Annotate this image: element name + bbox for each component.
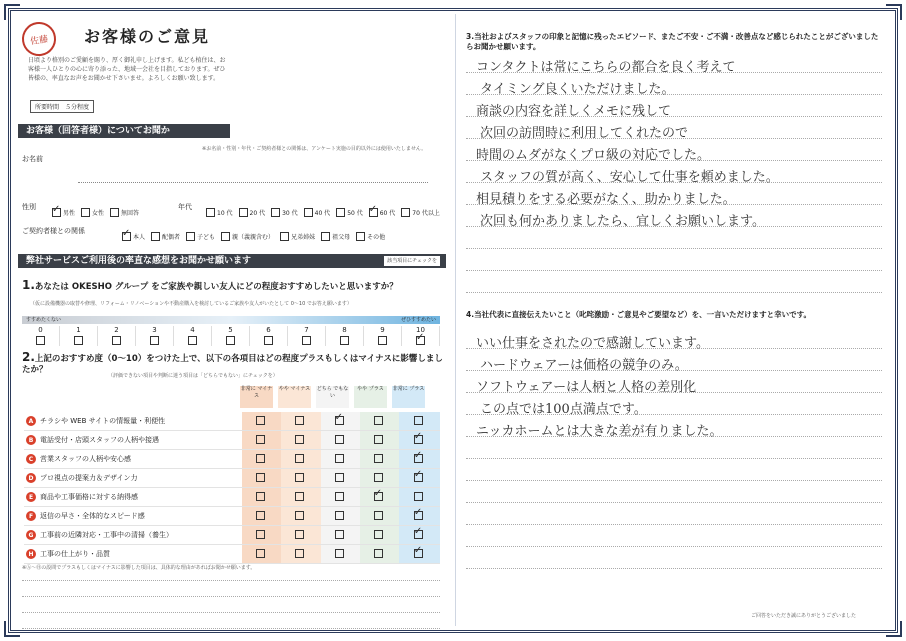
eval-checkbox[interactable] [256, 511, 265, 520]
eval-cell[interactable] [242, 507, 281, 526]
eval-checkbox[interactable] [256, 473, 265, 482]
scale-checkbox[interactable] [150, 336, 159, 345]
eval-row [24, 412, 440, 431]
eval-checkbox[interactable] [335, 511, 344, 520]
scale-cell[interactable] [250, 326, 288, 346]
eval-checkbox[interactable] [374, 454, 383, 463]
eval-row-label-cell [24, 545, 242, 564]
eval-row-label [24, 473, 242, 483]
eval-checkbox[interactable] [374, 530, 383, 539]
q1-text: 1.あなたは OKESHO グループ をご家族や親しい友人にどの程度おすすめしたいと思いますか？ [22, 278, 398, 292]
eval-cell[interactable] [321, 450, 360, 469]
gender-option[interactable] [52, 208, 75, 217]
eval-cell[interactable] [360, 488, 399, 507]
eval-cell[interactable] [321, 526, 360, 545]
scale-checkbox[interactable] [416, 336, 425, 345]
q1-sub: （仮に設備機器の取替や修理、リフォーム・リノベーションや不動産購入を検討しているご家族や友人がいたとして 0～10 でお答え願います） [30, 301, 352, 307]
eval-row-label [24, 511, 242, 521]
left-page [18, 18, 446, 623]
handwritten-line: タイミング良くいただけました。 [480, 82, 675, 97]
eval-cell[interactable] [321, 412, 360, 431]
eval-cell[interactable] [360, 412, 399, 431]
eval-cell[interactable] [399, 545, 440, 564]
ruled-line [466, 568, 882, 569]
eval-checkbox[interactable] [295, 473, 304, 482]
scale-number: 2 [114, 326, 119, 334]
relation-option-label: 親（義親含む） [232, 234, 275, 241]
time-required: 所要時間 ５分程度 [30, 100, 94, 113]
scale-checkbox[interactable] [302, 336, 311, 345]
eval-checkbox[interactable] [414, 549, 423, 558]
ruled-line [466, 270, 882, 271]
gender-checkbox[interactable] [52, 208, 61, 217]
scale-number: 0 [38, 326, 43, 334]
ruled-line [466, 248, 882, 249]
eval-row [24, 545, 440, 564]
eval-checkbox[interactable] [335, 454, 344, 463]
scale-low-label: すすめたくない [26, 317, 62, 323]
name-label: お名前 [22, 155, 43, 163]
eval-cell[interactable] [281, 450, 320, 469]
page-title: お客様のご意見 [84, 27, 211, 46]
eval-checkbox[interactable] [414, 416, 423, 425]
write-line[interactable] [22, 612, 440, 613]
eval-column-header: どちら でもない [316, 386, 349, 408]
age-option[interactable] [369, 208, 396, 217]
age-option[interactable] [401, 208, 440, 217]
age-option[interactable] [336, 208, 363, 217]
scale-cell[interactable] [136, 326, 174, 346]
eval-cell[interactable] [360, 507, 399, 526]
thanks-note: ご回答をいただき誠にありがとうございました [750, 613, 856, 619]
eval-checkbox[interactable] [374, 492, 383, 501]
age-label: 年代 [178, 203, 192, 211]
gender-option-label: 男性 [63, 210, 76, 217]
eval-cell[interactable] [321, 488, 360, 507]
eval-row [24, 507, 440, 526]
scale-checkbox[interactable] [36, 336, 45, 345]
eval-cell[interactable] [242, 545, 281, 564]
eval-cell[interactable] [242, 450, 281, 469]
gender-option[interactable] [110, 208, 139, 217]
eval-checkbox[interactable] [295, 435, 304, 444]
eval-cell[interactable] [399, 526, 440, 545]
handwritten-line: 相見積りをする必要がなく、助かりました。 [476, 192, 736, 207]
relation-option-label: 祖父母 [332, 234, 351, 241]
relation-checkbox[interactable] [221, 232, 230, 241]
scale-high-label: ぜひすすめたい [400, 317, 436, 323]
eval-checkbox[interactable] [256, 530, 265, 539]
eval-cell[interactable] [321, 507, 360, 526]
seal-stamp: 佐藤 [20, 20, 58, 58]
eval-checkbox[interactable] [414, 530, 423, 539]
scale-number: 4 [190, 326, 195, 334]
relation-checkbox[interactable] [151, 232, 160, 241]
relation-option-label: 本人 [133, 234, 146, 241]
eval-checkbox[interactable] [414, 492, 423, 501]
relation-option-label: 配偶者 [162, 234, 181, 241]
eval-row-label-cell [24, 431, 242, 450]
age-option[interactable] [271, 208, 298, 217]
eval-cell[interactable] [281, 526, 320, 545]
scale-cell[interactable] [98, 326, 136, 346]
handwritten-line: スタッフの質が高く、安心して仕事を頼めました。 [480, 170, 779, 185]
relation-options [122, 226, 442, 245]
scale-number: 5 [228, 326, 233, 334]
scale-cell[interactable] [364, 326, 402, 346]
name-note: ※お名前・性別・年代・ご契約者様との関係は、アンケート実施の目的以外には使用いたしません。 [202, 146, 427, 152]
eval-cell[interactable] [281, 469, 320, 488]
eval-row-label [24, 416, 242, 426]
eval-row [24, 431, 440, 450]
scale-checkbox[interactable] [264, 336, 273, 345]
age-checkbox[interactable] [271, 208, 280, 217]
eval-row-text: 商品や工事価格に対する納得感 [40, 493, 138, 501]
write-line[interactable] [22, 580, 440, 581]
eval-checkbox[interactable] [335, 416, 344, 425]
relation-option[interactable] [321, 232, 350, 241]
scale-checkbox[interactable] [340, 336, 349, 345]
scale-cell[interactable] [22, 326, 60, 346]
scale-cell[interactable] [402, 326, 440, 346]
respondent-section-header: お客様（回答者様）についてお聞か [18, 124, 230, 138]
eval-row-letter-badge: E [26, 492, 36, 502]
age-checkbox[interactable] [369, 208, 378, 217]
eval-cell[interactable] [281, 507, 320, 526]
intro-text: 日頃より格別のご愛顧を賜り、厚く御礼申し上げます。私ども植住は、お客様一人ひとりの心に寄り添った、地域一会社を目指しております。ぜひ皆様の、率直なお声をお聞かせ下さいませ。よろしくお願い致します。 [28, 57, 226, 82]
eval-row-text: プロ視点の提案力＆デザイン力 [40, 474, 138, 482]
ruled-line [466, 502, 882, 503]
eval-cell[interactable] [321, 545, 360, 564]
eval-cell[interactable] [399, 469, 440, 488]
eval-checkbox[interactable] [374, 473, 383, 482]
scale-cell[interactable] [288, 326, 326, 346]
frame-corner [4, 621, 20, 637]
eval-cell[interactable] [321, 431, 360, 450]
right-page [466, 18, 886, 623]
scale-cell[interactable] [174, 326, 212, 346]
age-option[interactable] [304, 208, 331, 217]
evaluation-table [24, 412, 440, 564]
scale-number: 8 [342, 326, 347, 334]
eval-checkbox[interactable] [374, 511, 383, 520]
gender-options [52, 202, 145, 221]
eval-checkbox[interactable] [414, 454, 423, 463]
eval-column-header: やや マイナス [278, 386, 311, 408]
frame-corner [886, 4, 902, 20]
write-line[interactable] [22, 596, 440, 597]
scale-cell[interactable] [326, 326, 364, 346]
ruled-line [466, 546, 882, 547]
eval-checkbox[interactable] [295, 416, 304, 425]
age-option[interactable] [206, 208, 233, 217]
age-option-label: 40 代 [314, 210, 331, 217]
age-checkbox[interactable] [239, 208, 248, 217]
gender-checkbox[interactable] [110, 208, 119, 217]
eval-column-header: 非常に プラス [392, 386, 425, 408]
relation-option[interactable] [280, 232, 315, 241]
scale-number: 9 [380, 326, 385, 334]
eval-row-label-cell [24, 450, 242, 469]
eval-checkbox[interactable] [374, 549, 383, 558]
eval-checkbox[interactable] [295, 454, 304, 463]
eval-cell[interactable] [399, 412, 440, 431]
scale-number: 1 [76, 326, 81, 334]
eval-checkbox[interactable] [295, 549, 304, 558]
relation-option-label: 兄弟姉妹 [291, 234, 316, 241]
scale-checkbox[interactable] [226, 336, 235, 345]
gender-option-label: 無回答 [121, 210, 140, 217]
gender-option-label: 女性 [92, 210, 105, 217]
q2-sub: （評価できない項目や判断に迷う項目は「どちらでもない」にチェックを） [108, 373, 278, 379]
eval-row-text: 工事の仕上がり・品質 [40, 550, 110, 558]
age-checkbox[interactable] [206, 208, 215, 217]
eval-row-label-cell [24, 507, 242, 526]
eval-cell[interactable] [321, 469, 360, 488]
eval-checkbox[interactable] [256, 492, 265, 501]
eval-cell[interactable] [360, 526, 399, 545]
eval-row-text: 電話受付・店頭スタッフの人柄や接遇 [40, 436, 159, 444]
eval-cell[interactable] [399, 488, 440, 507]
eval-row-label-cell [24, 469, 242, 488]
eval-cell[interactable] [242, 488, 281, 507]
ruled-line [466, 480, 882, 481]
relation-checkbox[interactable] [186, 232, 195, 241]
eval-cell[interactable] [360, 450, 399, 469]
eval-checkbox[interactable] [256, 435, 265, 444]
relation-option[interactable] [151, 232, 180, 241]
eval-cell[interactable] [281, 431, 320, 450]
eval-column-header: やや プラス [354, 386, 387, 408]
eval-cell[interactable] [281, 545, 320, 564]
write-line[interactable] [22, 628, 440, 629]
eval-cell[interactable] [360, 469, 399, 488]
eval-row [24, 450, 440, 469]
eval-row [24, 526, 440, 545]
eval-cell[interactable] [281, 412, 320, 431]
scale-checkbox[interactable] [112, 336, 121, 345]
frame-corner [886, 621, 902, 637]
eval-row-label-cell [24, 526, 242, 545]
eval-checkbox[interactable] [295, 492, 304, 501]
scale-number: 10 [416, 326, 425, 334]
eval-checkbox[interactable] [295, 530, 304, 539]
eval-row-letter-badge: A [26, 416, 36, 426]
eval-cell[interactable] [242, 431, 281, 450]
age-option-label: 60 代 [379, 210, 396, 217]
handwritten-line: 商談の内容を詳しくメモに残して [476, 104, 672, 119]
scale-cell[interactable] [60, 326, 98, 346]
age-option-label: 70 代以上 [412, 210, 440, 217]
eval-row-text: チラシや WEB サイトの情報量・利便性 [40, 417, 166, 425]
eval-row-text: 返信の早さ・全体的なスピード感 [40, 512, 145, 520]
handwritten-line: ニッカホームとは大きな差が有りました。 [476, 424, 723, 439]
eval-row-label [24, 530, 242, 540]
eval-cell[interactable] [399, 507, 440, 526]
eval-row-label [24, 492, 242, 502]
eval-checkbox[interactable] [256, 454, 265, 463]
handwritten-line: 時間のムダがなくプロ級の対応でした。 [476, 148, 711, 163]
eval-cell[interactable] [399, 431, 440, 450]
relation-checkbox[interactable] [122, 232, 131, 241]
eval-checkbox[interactable] [335, 549, 344, 558]
eval-checkbox[interactable] [414, 511, 423, 520]
recommend-scale [22, 326, 440, 346]
eval-row [24, 488, 440, 507]
relation-option-label: 子ども [197, 234, 216, 241]
eval-checkbox[interactable] [374, 435, 383, 444]
q2-footnote: ※Ⓐ～Ⓗの設問でプラスもしくはマイナスに影響した項目は、具体的な理由があればお聞かせ願います。 [22, 565, 256, 571]
eval-column-header: 非常に マイナス [240, 386, 273, 408]
scale-checkbox[interactable] [378, 336, 387, 345]
q4-text: 4.当社代表に直接伝えたいこと（叱咤激励・ご意見やご要望など）を、一言いただけますと幸いです。 [466, 310, 811, 319]
name-field[interactable] [78, 182, 428, 183]
eval-checkbox[interactable] [295, 511, 304, 520]
age-option-label: 20 代 [249, 210, 266, 217]
age-checkbox[interactable] [401, 208, 410, 217]
age-option-label: 30 代 [282, 210, 298, 217]
relation-label: ご契約者様との関係 [22, 227, 85, 235]
eval-row-letter-badge: D [26, 473, 36, 483]
eval-row [24, 469, 440, 488]
eval-checkbox[interactable] [374, 416, 383, 425]
eval-row-letter-badge: F [26, 511, 36, 521]
ruled-line [466, 458, 882, 459]
eval-checkbox[interactable] [256, 416, 265, 425]
eval-row-label-cell [24, 488, 242, 507]
handwritten-line: コンタクトは常にこちらの都合を良く考えて [476, 60, 736, 75]
handwritten-line: ハードウェアーは価格の競争のみ。 [480, 358, 688, 373]
gender-option[interactable] [81, 208, 104, 217]
eval-cell[interactable] [360, 431, 399, 450]
eval-checkbox[interactable] [335, 473, 344, 482]
eval-checkbox[interactable] [256, 549, 265, 558]
relation-checkbox[interactable] [321, 232, 330, 241]
scale-number: 6 [266, 326, 271, 334]
eval-row-label [24, 454, 242, 464]
impressions-section-title: 弊社サービスご利用後の率直な感想をお聞かせ願います [26, 256, 252, 266]
eval-checkbox[interactable] [335, 530, 344, 539]
eval-cell[interactable] [360, 545, 399, 564]
recommend-scale-bar [22, 316, 440, 324]
age-checkbox[interactable] [336, 208, 345, 217]
handwritten-line: 次回も何かありましたら、宜しくお願いします。 [480, 214, 765, 229]
age-option-label: 10 代 [217, 210, 233, 217]
gender-label: 性別 [22, 203, 36, 211]
eval-row-label-cell [24, 412, 242, 431]
handwritten-line: 次回の訪問時に利用してくれたので [480, 126, 689, 141]
handwritten-line: ソフトウェアーは人柄と人格の差別化 [476, 380, 697, 395]
age-checkbox[interactable] [304, 208, 313, 217]
scale-cell[interactable] [212, 326, 250, 346]
scale-number: 3 [152, 326, 157, 334]
eval-checkbox[interactable] [414, 435, 423, 444]
relation-option[interactable] [356, 232, 385, 241]
eval-row-label [24, 435, 242, 445]
age-option-label: 50 代 [347, 210, 363, 217]
relation-option[interactable] [221, 232, 274, 241]
age-option[interactable] [239, 208, 266, 217]
relation-option-label: その他 [367, 234, 386, 241]
scale-number: 7 [304, 326, 309, 334]
eval-row-letter-badge: G [26, 530, 36, 540]
check-badge: 該当項目にチェックを [384, 256, 440, 266]
eval-row-text: 営業スタッフの人柄や安心感 [40, 455, 131, 463]
q3-text: 3.当社およびスタッフの印象と記憶に残ったエピソード、またご不安・ご不満・改善点など感じられたことがございましたらお聞かせ願います。 [466, 32, 879, 51]
handwritten-line: いい仕事をされたので感謝しています。 [476, 336, 709, 351]
eval-row-letter-badge: H [26, 549, 36, 559]
relation-checkbox[interactable] [356, 232, 365, 241]
eval-cell[interactable] [242, 469, 281, 488]
gender-checkbox[interactable] [81, 208, 90, 217]
eval-row-label [24, 549, 242, 559]
eval-cell[interactable] [399, 450, 440, 469]
ruled-line [466, 524, 882, 525]
relation-option[interactable] [122, 232, 145, 241]
eval-row-letter-badge: B [26, 435, 36, 445]
eval-cell[interactable] [242, 412, 281, 431]
eval-row-text: 工事前の近隣対応・工事中の清掃（養生） [40, 531, 173, 539]
q2-text: 2.上記のおすすめ度（0～10）をつけた上で、以下の各項目はどの程度プラスもしくはマイナスに影響しましたか？ [22, 350, 443, 375]
eval-checkbox[interactable] [335, 492, 344, 501]
relation-checkbox[interactable] [280, 232, 289, 241]
page-fold [455, 14, 456, 626]
eval-checkbox[interactable] [414, 473, 423, 482]
scale-checkbox[interactable] [188, 336, 197, 345]
eval-cell[interactable] [281, 488, 320, 507]
eval-cell[interactable] [242, 526, 281, 545]
scale-checkbox[interactable] [74, 336, 83, 345]
eval-checkbox[interactable] [335, 435, 344, 444]
age-options [206, 202, 446, 221]
handwritten-line: この点では100点満点です。 [480, 402, 647, 417]
impressions-section-header [18, 254, 446, 268]
ruled-line [466, 292, 882, 293]
eval-row-letter-badge: C [26, 454, 36, 464]
relation-option[interactable] [186, 232, 215, 241]
